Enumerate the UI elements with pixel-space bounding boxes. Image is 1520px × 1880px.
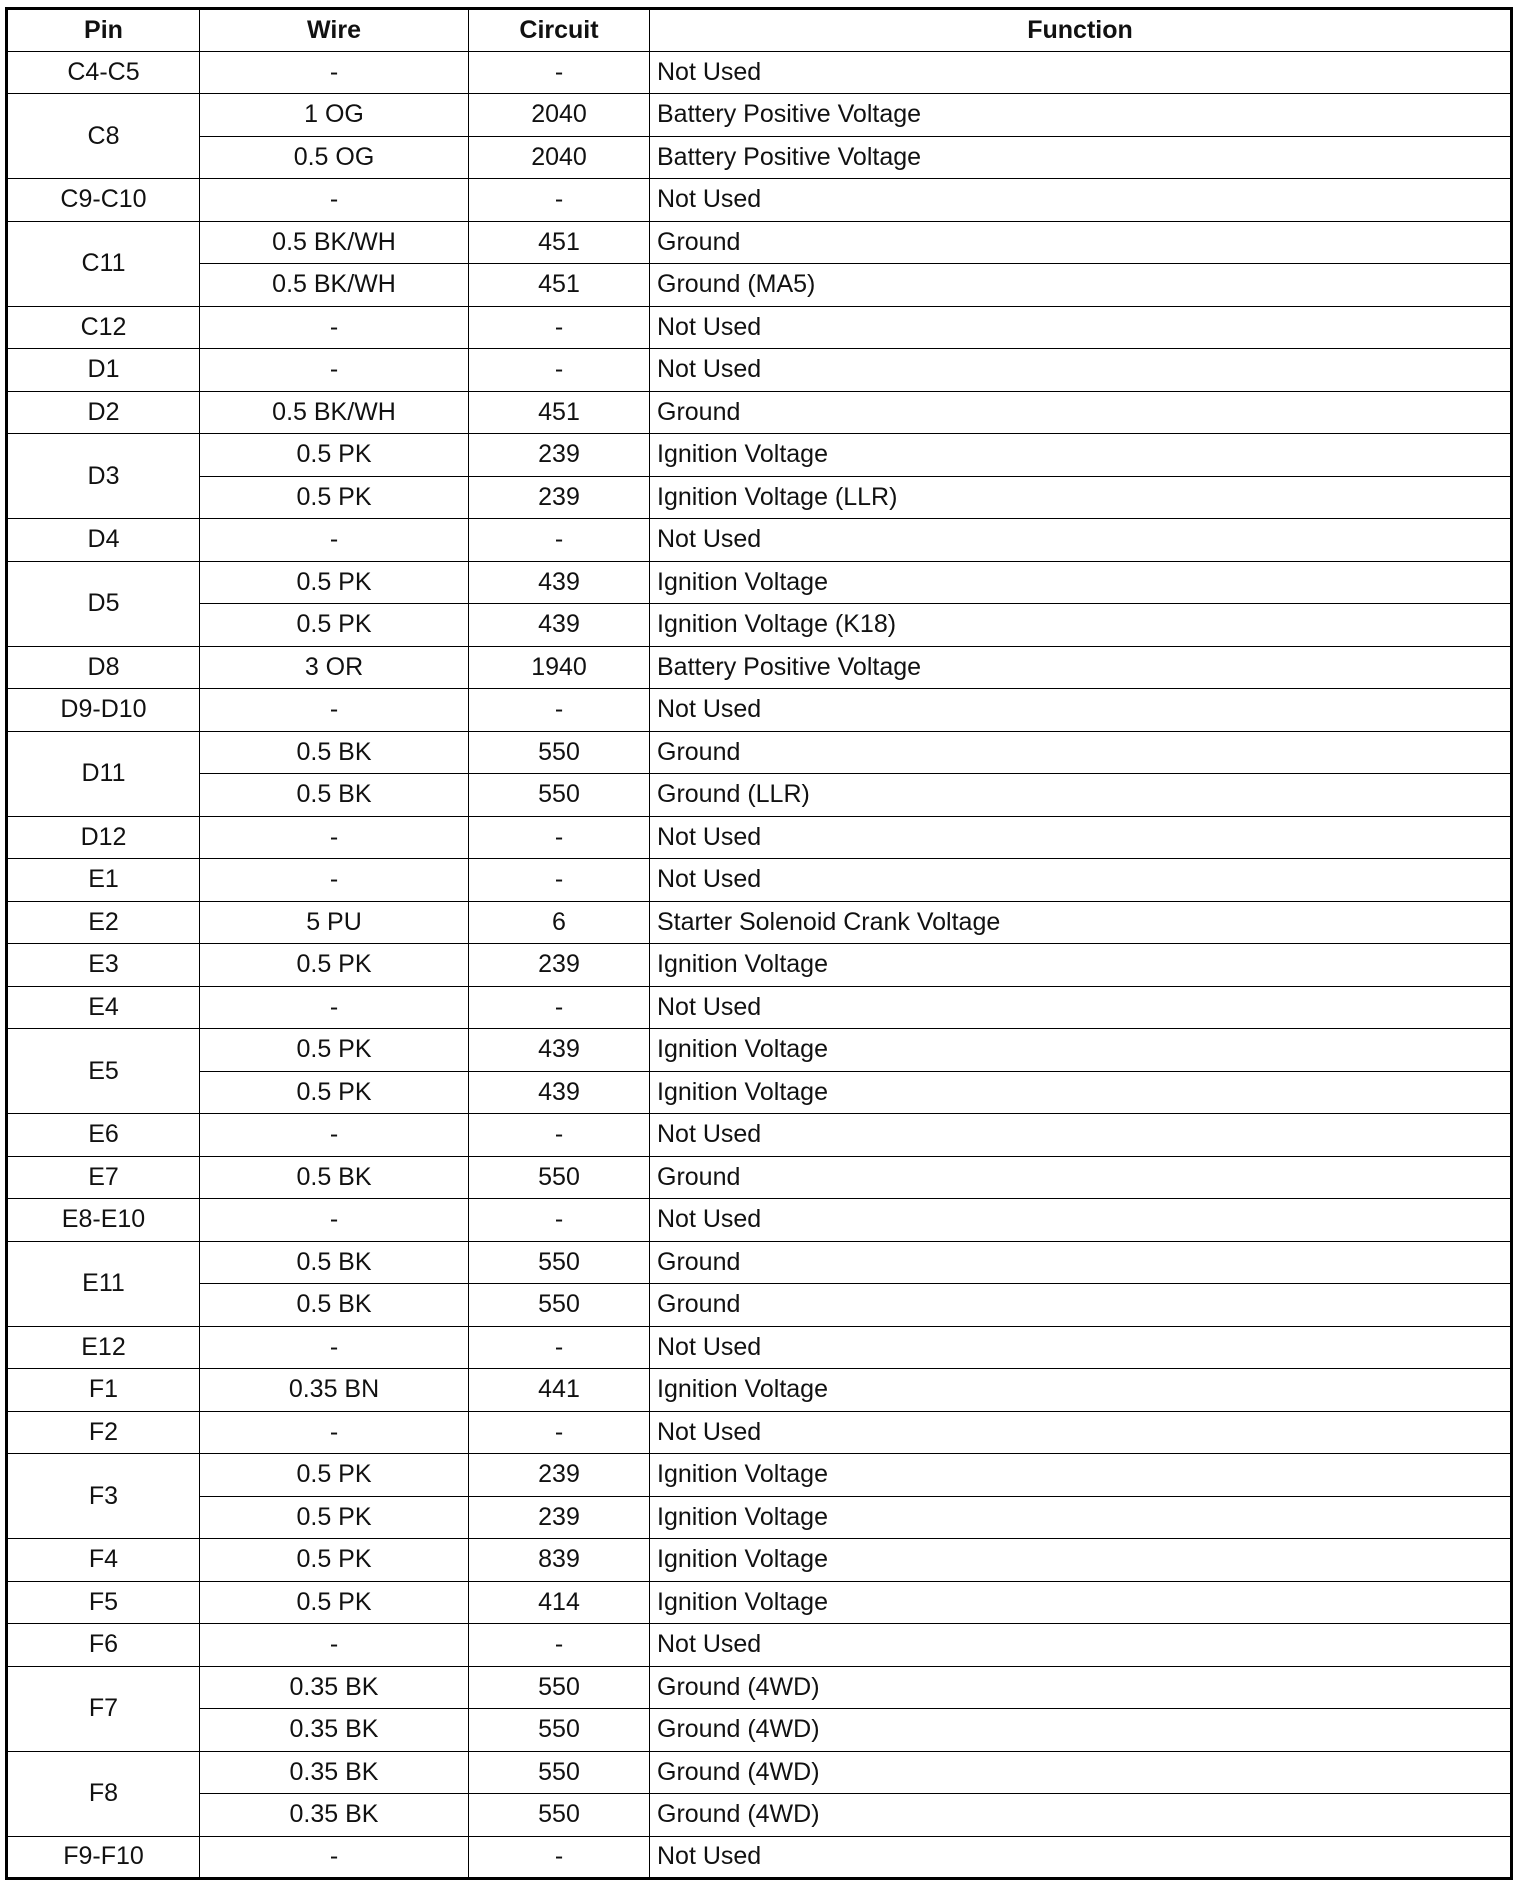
circuit-cell: 550 — [469, 1751, 650, 1794]
circuit-cell: - — [469, 1411, 650, 1454]
circuit-cell: 239 — [469, 434, 650, 477]
wire-cell: - — [200, 179, 469, 222]
table-row — [7, 519, 1512, 562]
circuit-cell: - — [469, 816, 650, 859]
pin-cell: E4 — [7, 986, 200, 1029]
table-row — [7, 1794, 1512, 1837]
wire-cell: - — [200, 349, 469, 392]
function-cell: Not Used — [650, 859, 1512, 902]
table-row — [7, 1666, 1512, 1709]
circuit-cell: 839 — [469, 1539, 650, 1582]
circuit-cell: 239 — [469, 1496, 650, 1539]
function-cell: Not Used — [650, 519, 1512, 562]
function-cell: Not Used — [650, 349, 1512, 392]
function-cell: Battery Positive Voltage — [650, 136, 1512, 179]
wire-cell: 0.5 BK/WH — [200, 264, 469, 307]
pin-cell: D11 — [7, 731, 200, 816]
function-cell: Ground (LLR) — [650, 774, 1512, 817]
pin-cell: C9-C10 — [7, 179, 200, 222]
wire-cell: - — [200, 1199, 469, 1242]
wire-cell: 0.5 OG — [200, 136, 469, 179]
table-row — [7, 774, 1512, 817]
table-row — [7, 1199, 1512, 1242]
function-cell: Ignition Voltage — [650, 1539, 1512, 1582]
function-cell: Not Used — [650, 1326, 1512, 1369]
function-cell: Ignition Voltage — [650, 1029, 1512, 1072]
table-row — [7, 1836, 1512, 1879]
function-cell: Ignition Voltage — [650, 434, 1512, 477]
pin-cell: F3 — [7, 1454, 200, 1539]
pin-cell: F5 — [7, 1581, 200, 1624]
table-row — [7, 944, 1512, 987]
function-cell: Ground (4WD) — [650, 1709, 1512, 1752]
pin-cell: F9-F10 — [7, 1836, 200, 1879]
function-cell: Not Used — [650, 1836, 1512, 1879]
circuit-cell: 439 — [469, 1029, 650, 1072]
pin-cell: E11 — [7, 1241, 200, 1326]
table-row — [7, 1326, 1512, 1369]
circuit-cell: 451 — [469, 391, 650, 434]
function-cell: Starter Solenoid Crank Voltage — [650, 901, 1512, 944]
circuit-cell: 451 — [469, 264, 650, 307]
table-row — [7, 1029, 1512, 1072]
pin-cell: D5 — [7, 561, 200, 646]
wire-cell: - — [200, 306, 469, 349]
pin-cell: D12 — [7, 816, 200, 859]
wire-cell: 1 OG — [200, 94, 469, 137]
function-cell: Ground (MA5) — [650, 264, 1512, 307]
wire-cell: - — [200, 816, 469, 859]
pin-cell: E6 — [7, 1114, 200, 1157]
table-row — [7, 816, 1512, 859]
function-cell: Ground (4WD) — [650, 1794, 1512, 1837]
function-cell: Ignition Voltage — [650, 944, 1512, 987]
circuit-cell: 550 — [469, 1156, 650, 1199]
circuit-cell: 550 — [469, 1284, 650, 1327]
wire-cell: - — [200, 859, 469, 902]
pin-cell: D8 — [7, 646, 200, 689]
wire-cell: - — [200, 689, 469, 732]
wire-cell: 0.5 PK — [200, 1581, 469, 1624]
table-row — [7, 94, 1512, 137]
wire-cell: - — [200, 1326, 469, 1369]
circuit-cell: 6 — [469, 901, 650, 944]
circuit-cell: - — [469, 859, 650, 902]
table-row — [7, 901, 1512, 944]
pin-cell: D1 — [7, 349, 200, 392]
circuit-cell: - — [469, 689, 650, 732]
circuit-cell: 550 — [469, 1709, 650, 1752]
function-cell: Ignition Voltage — [650, 1454, 1512, 1497]
function-cell: Ignition Voltage — [650, 1071, 1512, 1114]
table-row — [7, 1156, 1512, 1199]
circuit-cell: 550 — [469, 1794, 650, 1837]
pin-cell: F6 — [7, 1624, 200, 1667]
function-cell: Ignition Voltage — [650, 1369, 1512, 1412]
circuit-cell: 439 — [469, 604, 650, 647]
table-row — [7, 1624, 1512, 1667]
circuit-cell: 239 — [469, 944, 650, 987]
function-cell: Not Used — [650, 1411, 1512, 1454]
table-row — [7, 689, 1512, 732]
function-cell: Ground — [650, 1156, 1512, 1199]
circuit-cell: 439 — [469, 1071, 650, 1114]
table-row — [7, 51, 1512, 94]
table-row — [7, 391, 1512, 434]
circuit-cell: - — [469, 1199, 650, 1242]
table-row — [7, 1284, 1512, 1327]
wire-cell: 0.5 BK/WH — [200, 391, 469, 434]
wire-cell: 0.5 PK — [200, 944, 469, 987]
circuit-cell: 550 — [469, 774, 650, 817]
wire-cell: 0.5 BK/WH — [200, 221, 469, 264]
pin-cell: D3 — [7, 434, 200, 519]
table-row — [7, 604, 1512, 647]
wire-cell: - — [200, 1114, 469, 1157]
function-cell: Ignition Voltage — [650, 1581, 1512, 1624]
table-row — [7, 136, 1512, 179]
pinout-table-body — [7, 51, 1512, 1879]
circuit-cell: 2040 — [469, 136, 650, 179]
circuit-cell: 439 — [469, 561, 650, 604]
table-row — [7, 1709, 1512, 1752]
pin-cell: E3 — [7, 944, 200, 987]
circuit-cell: - — [469, 1836, 650, 1879]
table-row — [7, 434, 1512, 477]
wire-cell: 0.35 BK — [200, 1794, 469, 1837]
wire-cell: 0.5 PK — [200, 604, 469, 647]
pin-cell: E7 — [7, 1156, 200, 1199]
circuit-cell: 239 — [469, 476, 650, 519]
function-cell: Ground — [650, 1241, 1512, 1284]
table-row — [7, 859, 1512, 902]
function-cell: Not Used — [650, 689, 1512, 732]
pin-cell: C4-C5 — [7, 51, 200, 94]
wire-cell: 0.5 BK — [200, 731, 469, 774]
table-row — [7, 1454, 1512, 1497]
pin-cell: D4 — [7, 519, 200, 562]
function-cell: Battery Positive Voltage — [650, 646, 1512, 689]
function-cell: Ignition Voltage — [650, 561, 1512, 604]
table-row — [7, 1114, 1512, 1157]
table-row — [7, 349, 1512, 392]
circuit-cell: 550 — [469, 1241, 650, 1284]
function-cell: Ground — [650, 391, 1512, 434]
table-row — [7, 1751, 1512, 1794]
wire-cell: 0.35 BK — [200, 1709, 469, 1752]
function-cell: Not Used — [650, 1624, 1512, 1667]
pin-cell: E5 — [7, 1029, 200, 1114]
table-row — [7, 476, 1512, 519]
function-cell: Battery Positive Voltage — [650, 94, 1512, 137]
table-row — [7, 1071, 1512, 1114]
table-row — [7, 1241, 1512, 1284]
wire-cell: - — [200, 986, 469, 1029]
circuit-cell: 441 — [469, 1369, 650, 1412]
wire-cell: 0.5 PK — [200, 1454, 469, 1497]
table-row — [7, 306, 1512, 349]
wire-cell: - — [200, 1624, 469, 1667]
wire-cell: 5 PU — [200, 901, 469, 944]
pin-cell: E2 — [7, 901, 200, 944]
function-cell: Not Used — [650, 986, 1512, 1029]
function-cell: Ground — [650, 1284, 1512, 1327]
pin-cell: C11 — [7, 221, 200, 306]
table-row — [7, 1496, 1512, 1539]
table-row — [7, 1539, 1512, 1582]
circuit-cell: 414 — [469, 1581, 650, 1624]
function-cell: Not Used — [650, 51, 1512, 94]
pin-cell: F2 — [7, 1411, 200, 1454]
wire-cell: 0.5 PK — [200, 1496, 469, 1539]
wire-cell: 0.5 BK — [200, 1284, 469, 1327]
function-cell: Ignition Voltage (LLR) — [650, 476, 1512, 519]
wire-cell: 0.35 BK — [200, 1666, 469, 1709]
table-row — [7, 646, 1512, 689]
function-cell: Ground — [650, 221, 1512, 264]
circuit-cell: 550 — [469, 731, 650, 774]
table-row — [7, 986, 1512, 1029]
header-row — [7, 9, 1512, 52]
wire-cell: 0.5 PK — [200, 1071, 469, 1114]
table-row — [7, 731, 1512, 774]
circuit-cell: - — [469, 1114, 650, 1157]
function-cell: Ignition Voltage — [650, 1496, 1512, 1539]
circuit-cell: 1940 — [469, 646, 650, 689]
circuit-cell: - — [469, 1326, 650, 1369]
function-cell: Not Used — [650, 179, 1512, 222]
wire-cell: 0.5 PK — [200, 476, 469, 519]
pin-cell: D9-D10 — [7, 689, 200, 732]
circuit-cell: 239 — [469, 1454, 650, 1497]
wire-cell: 0.5 PK — [200, 1539, 469, 1582]
circuit-cell: 2040 — [469, 94, 650, 137]
pin-cell: F8 — [7, 1751, 200, 1836]
function-cell: Ignition Voltage (K18) — [650, 604, 1512, 647]
circuit-cell: - — [469, 349, 650, 392]
function-cell: Not Used — [650, 1114, 1512, 1157]
pin-cell: F7 — [7, 1666, 200, 1751]
pin-cell: E8-E10 — [7, 1199, 200, 1242]
pin-cell: C8 — [7, 94, 200, 179]
pin-cell: F1 — [7, 1369, 200, 1412]
table-row — [7, 1369, 1512, 1412]
function-header: Function — [650, 9, 1512, 52]
pin-cell: E1 — [7, 859, 200, 902]
function-cell: Not Used — [650, 306, 1512, 349]
wire-cell: 0.35 BK — [200, 1751, 469, 1794]
wire-cell: - — [200, 519, 469, 562]
wire-header: Wire — [200, 9, 469, 52]
wire-cell: 0.5 PK — [200, 1029, 469, 1072]
wire-cell: 0.5 BK — [200, 1241, 469, 1284]
table-row — [7, 221, 1512, 264]
function-cell: Ground — [650, 731, 1512, 774]
circuit-cell: - — [469, 1624, 650, 1667]
pin-cell: D2 — [7, 391, 200, 434]
wire-cell: 0.5 PK — [200, 561, 469, 604]
circuit-cell: - — [469, 51, 650, 94]
table-row — [7, 1411, 1512, 1454]
circuit-header: Circuit — [469, 9, 650, 52]
pin-cell: E12 — [7, 1326, 200, 1369]
function-cell: Not Used — [650, 816, 1512, 859]
table-row — [7, 264, 1512, 307]
function-cell: Ground (4WD) — [650, 1751, 1512, 1794]
function-cell: Ground (4WD) — [650, 1666, 1512, 1709]
function-cell: Not Used — [650, 1199, 1512, 1242]
table-row — [7, 179, 1512, 222]
circuit-cell: - — [469, 179, 650, 222]
pin-cell: F4 — [7, 1539, 200, 1582]
wire-cell: - — [200, 51, 469, 94]
table-row — [7, 561, 1512, 604]
circuit-cell: - — [469, 986, 650, 1029]
circuit-cell: - — [469, 519, 650, 562]
wire-cell: 3 OR — [200, 646, 469, 689]
pinout-table — [5, 7, 1513, 1880]
circuit-cell: 451 — [469, 221, 650, 264]
table-row — [7, 1581, 1512, 1624]
wire-cell: - — [200, 1411, 469, 1454]
circuit-cell: - — [469, 306, 650, 349]
wire-cell: 0.5 BK — [200, 1156, 469, 1199]
wire-cell: 0.5 BK — [200, 774, 469, 817]
pin-header: Pin — [7, 9, 200, 52]
circuit-cell: 550 — [469, 1666, 650, 1709]
wire-cell: 0.5 PK — [200, 434, 469, 477]
pin-cell: C12 — [7, 306, 200, 349]
wire-cell: 0.35 BN — [200, 1369, 469, 1412]
wire-cell: - — [200, 1836, 469, 1879]
